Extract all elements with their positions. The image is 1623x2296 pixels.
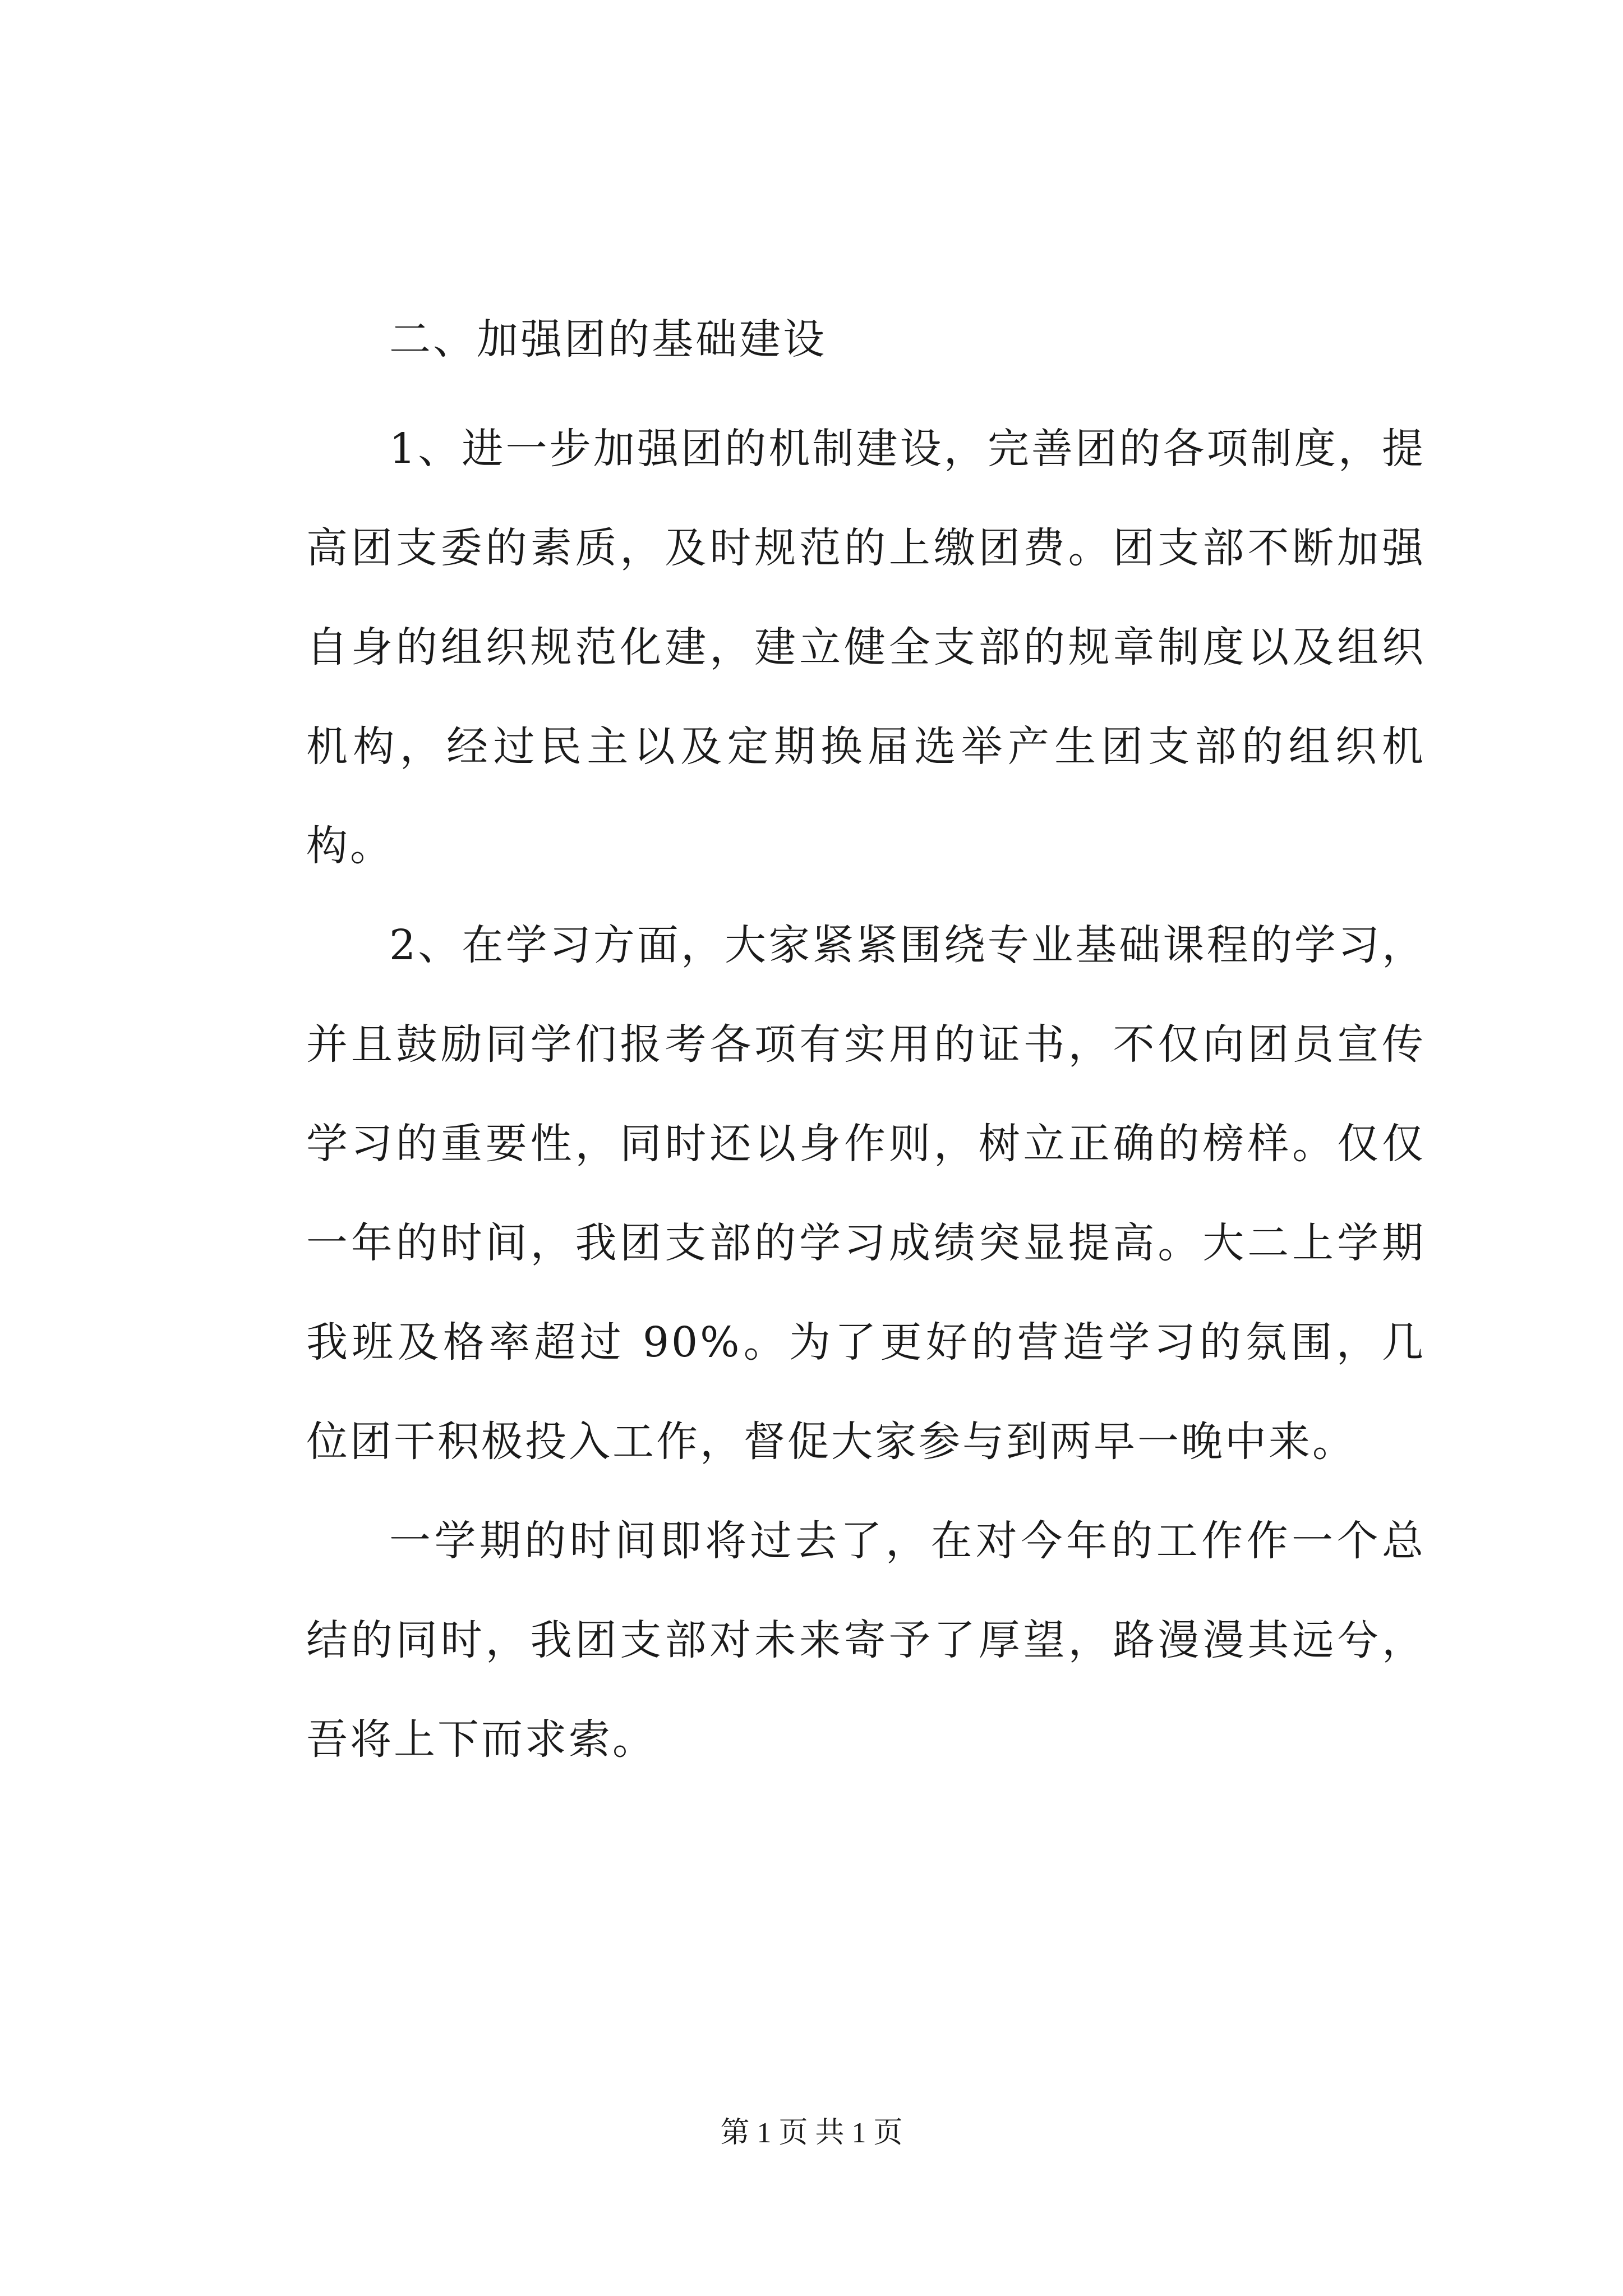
paragraph-3: 一学期的时间即将过去了，在对今年的工作作一个总结的同时，我团支部对未来寄予了厚望，路漫漫其远兮，吾将上下而求索。 xyxy=(306,1517,1426,1764)
paragraph-1: 1、进一步加强团的机制建设，完善团的各项制度，提高团支委的素质，及时规范的上缴团费。团支部不断加强自身的组织规范化建，建立健全支部的规章制度以及组织机构，经过民主以及定期换届选举产生团支部的组织机构。 xyxy=(306,425,1426,870)
page-number-footer: 第 1 页 共 1 页 xyxy=(720,2117,903,2149)
section-heading: 二、加强团的基础建设 xyxy=(389,315,827,364)
paragraph-2: 2、在学习方面，大家紧紧围绕专业基础课程的学习，并且鼓励同学们报考各项有实用的证书，不仅向团员宣传学习的重要性，同时还以身作则，树立正确的榜样。仅仅一年的时间，我团支部的学习成绩突显提高。大二上学期我班及格率超过 90%。为了更好的营造学习的氛围，几位团干积极投入工作，督促大家参与到两早一晚中来。 xyxy=(306,921,1426,1466)
document-body xyxy=(306,300,1426,1789)
